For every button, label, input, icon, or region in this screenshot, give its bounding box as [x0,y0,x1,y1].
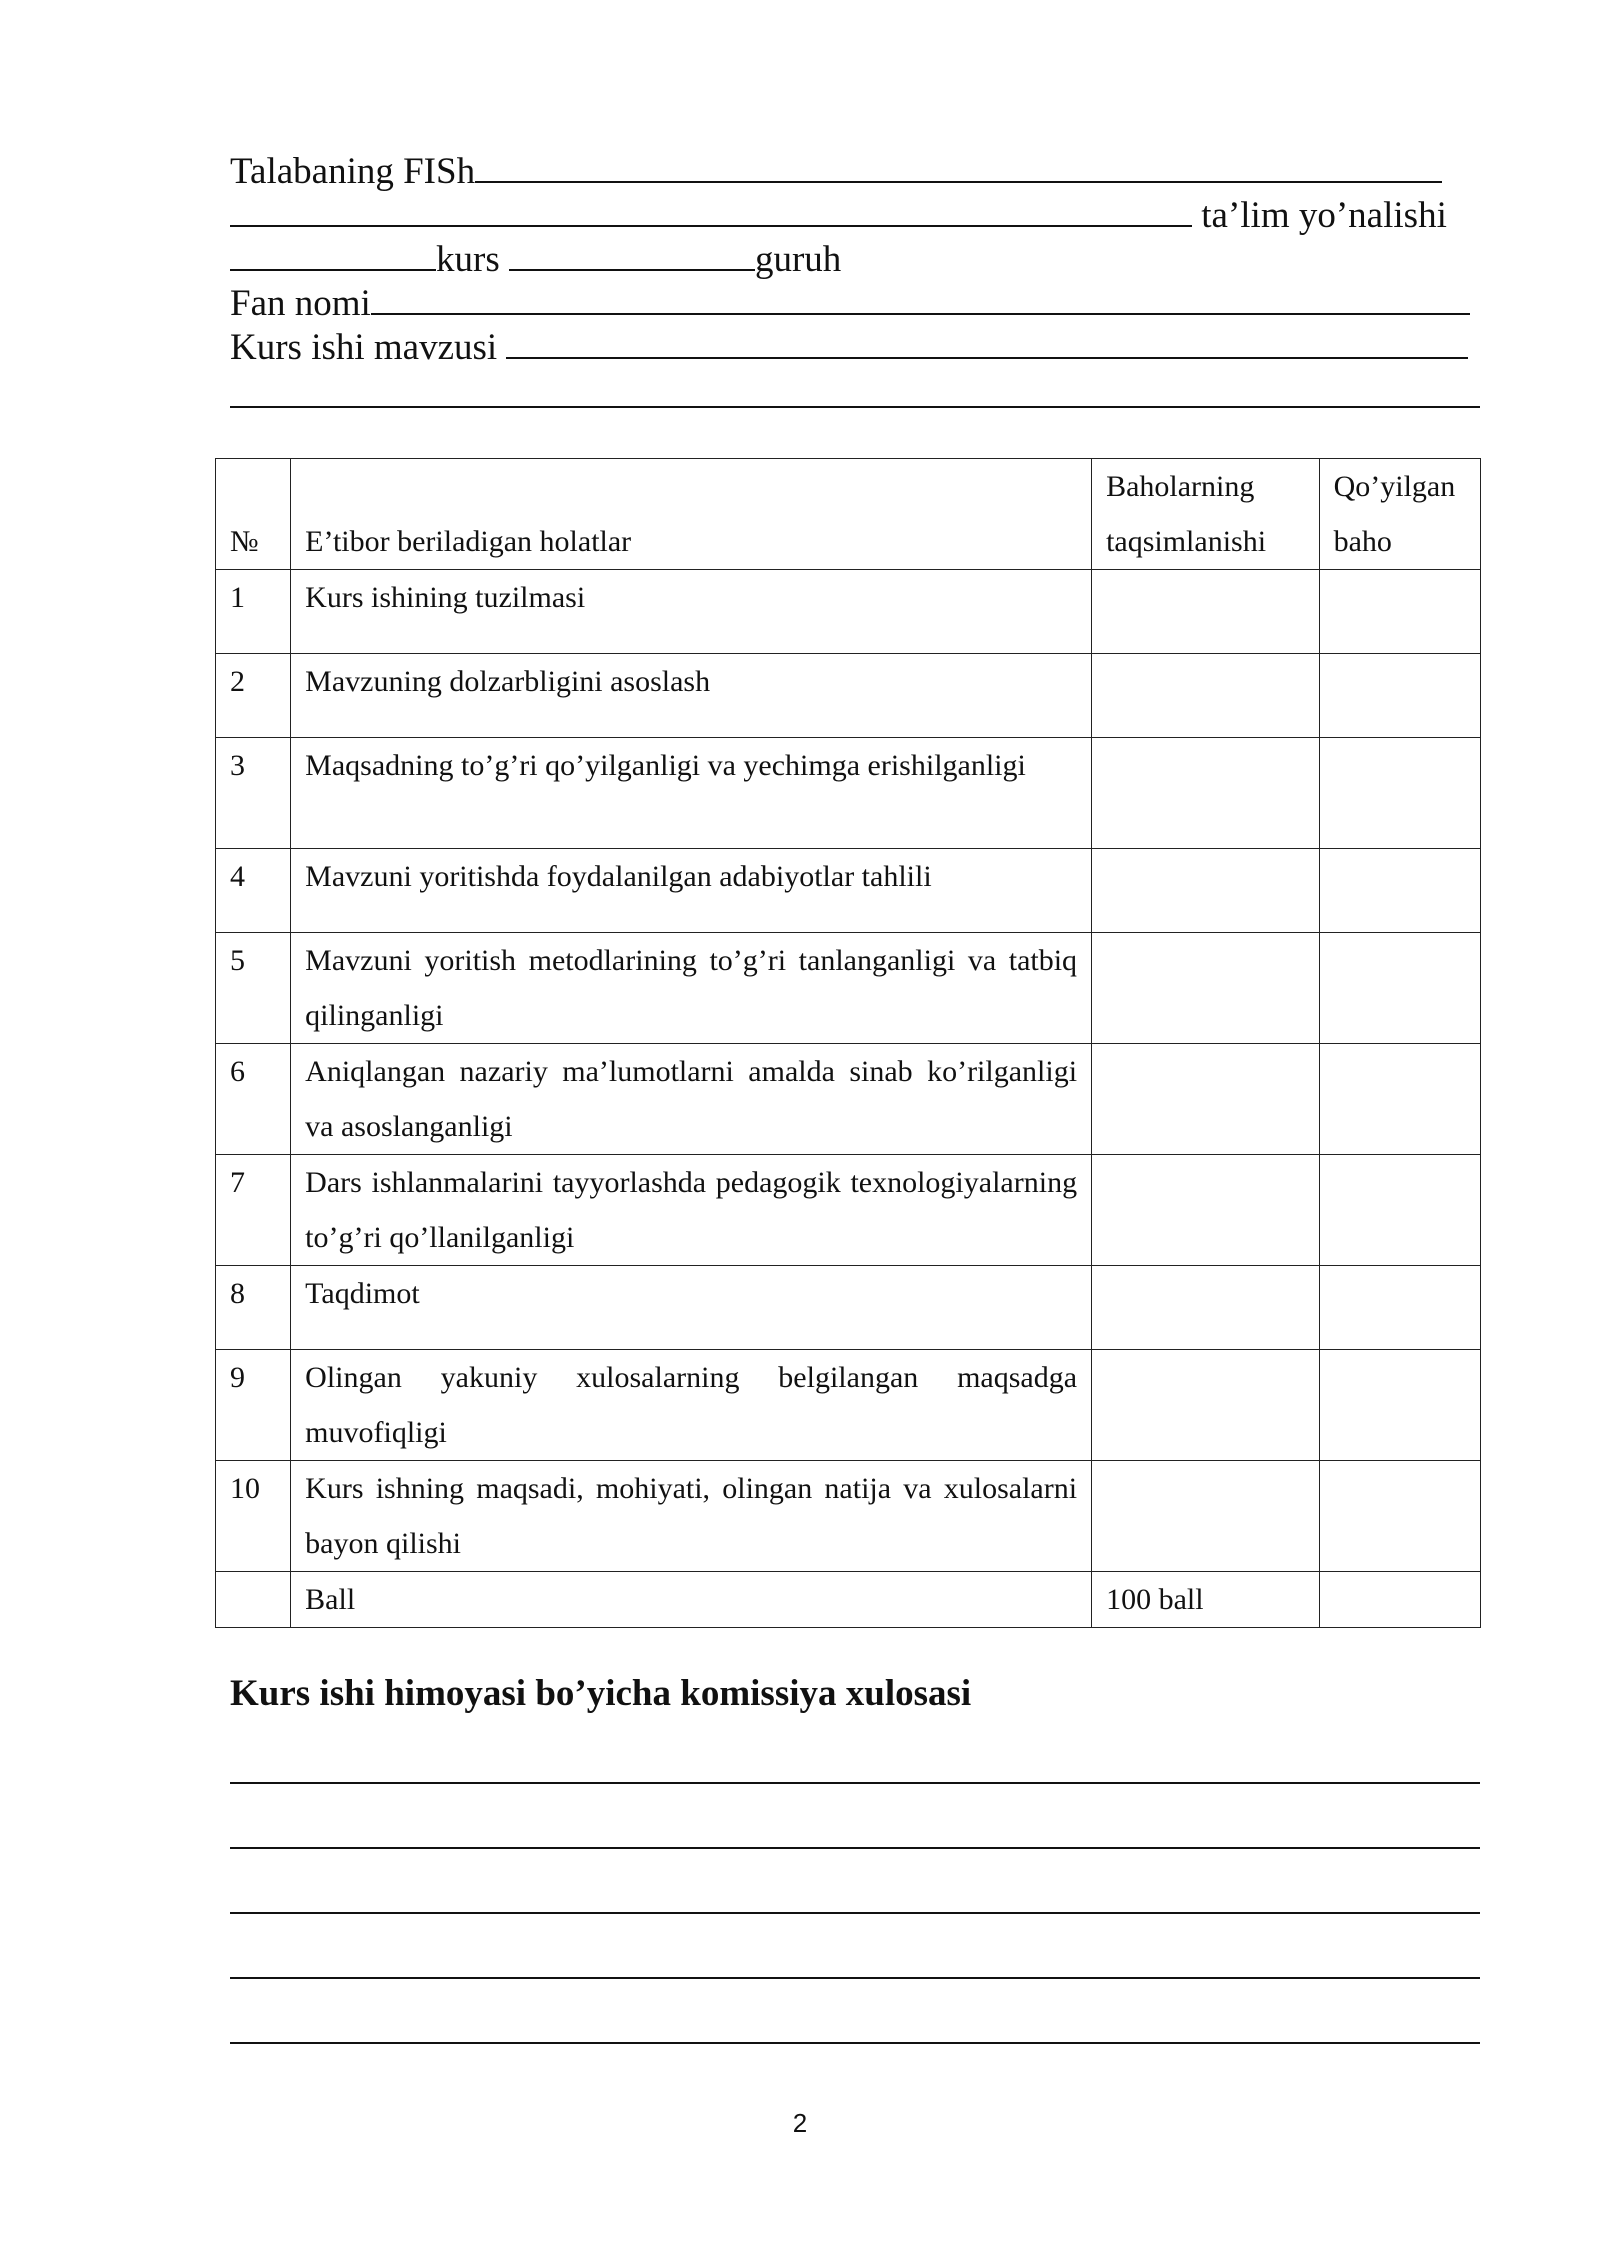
course-field[interactable] [230,239,436,271]
row-criteria: Aniqlangan nazariy ma’lumotlarni amalda sinab ko’rilganligi va asoslanganligi [291,1044,1092,1155]
course-group-line [230,238,1480,282]
table-header-row [216,459,1481,570]
conclusion-line[interactable] [230,2042,1480,2044]
direction-label: ta’lim yo’nalishi [1201,195,1447,236]
row-distribution[interactable] [1092,570,1320,654]
total-distribution: 100 ball [1092,1572,1320,1628]
commission-title: Kurs ishi himoyasi bo’yicha komissiya xulosasi [230,1673,972,1714]
row-criteria: Taqdimot [291,1266,1092,1350]
table-row [216,570,1481,654]
subject-label: Fan nomi [230,283,371,324]
row-criteria: Kurs ishning maqsadi, mohiyati, olingan natija va xulosalarni bayon qilishi [291,1461,1092,1572]
row-grade[interactable] [1319,654,1480,738]
row-criteria: Mavzuni yoritish metodlarining to’g’ri tanlanganligi va tatbiq qilinganligi [291,933,1092,1044]
table-row [216,1350,1481,1461]
total-grade[interactable] [1319,1572,1480,1628]
row-distribution[interactable] [1092,933,1320,1044]
row-num: 3 [216,738,291,849]
row-grade[interactable] [1319,1044,1480,1155]
row-num: 8 [216,1266,291,1350]
page-number: 2 [792,2108,808,2138]
row-grade[interactable] [1319,849,1480,933]
topic-continuation-line[interactable] [230,406,1480,408]
header-grade-line1: Qo’yilgan [1333,470,1456,503]
table-row [216,1266,1481,1350]
total-num [216,1572,291,1628]
table-row [216,933,1481,1044]
row-criteria: Mavzuning dolzarbligini asoslash [291,654,1092,738]
header-grade-line2: baho [1333,525,1392,558]
row-num: 4 [216,849,291,933]
row-distribution[interactable] [1092,1350,1320,1461]
row-num: 10 [216,1461,291,1572]
header-distribution [1092,459,1320,570]
row-distribution[interactable] [1092,1266,1320,1350]
row-num: 5 [216,933,291,1044]
row-distribution[interactable] [1092,1461,1320,1572]
subject-field[interactable] [371,283,1470,315]
table-row [216,1044,1481,1155]
student-name-field[interactable] [475,151,1442,183]
row-distribution[interactable] [1092,849,1320,933]
direction-field[interactable] [230,195,1192,227]
conclusion-line[interactable] [230,1847,1480,1849]
total-row [216,1572,1481,1628]
row-criteria: Olingan yakuniy xulosalarning belgilangan maqsadga muvofiqligi [291,1350,1092,1461]
row-grade[interactable] [1319,1155,1480,1266]
table-row [216,849,1481,933]
row-num: 1 [216,570,291,654]
header-distribution-line1: Baholarning [1106,470,1255,503]
direction-line [230,194,1480,238]
row-num: 7 [216,1155,291,1266]
row-grade[interactable] [1319,570,1480,654]
student-name-line [230,150,1480,194]
header-num: № [216,459,291,570]
row-distribution[interactable] [1092,1044,1320,1155]
course-label: kurs [436,239,500,280]
row-grade[interactable] [1319,1461,1480,1572]
topic-field[interactable] [506,327,1468,359]
row-criteria: Mavzuni yoritishda foydalanilgan adabiyotlar tahlili [291,849,1092,933]
conclusion-line[interactable] [230,1782,1480,1784]
row-grade[interactable] [1319,933,1480,1044]
row-criteria: Dars ishlanmalarini tayyorlashda pedagogik texnologiyalarning to’g’ri qo’llanilganligi [291,1155,1092,1266]
conclusion-line[interactable] [230,1912,1480,1914]
row-criteria: Maqsadning to’g’ri qo’yilganligi va yechimga erishilganligi [291,738,1092,849]
table-row [216,1461,1481,1572]
row-grade[interactable] [1319,1350,1480,1461]
grading-table [215,458,1481,1628]
header-criteria: E’tibor beriladigan holatlar [291,459,1092,570]
row-num: 9 [216,1350,291,1461]
row-distribution[interactable] [1092,738,1320,849]
row-distribution[interactable] [1092,654,1320,738]
table-row [216,738,1481,849]
group-field[interactable] [509,239,755,271]
row-distribution[interactable] [1092,1155,1320,1266]
student-name-label: Talabaning FISh [230,151,476,192]
row-num: 2 [216,654,291,738]
table-row [216,1155,1481,1266]
total-label: Ball [291,1572,1092,1628]
table-row [216,654,1481,738]
row-num: 6 [216,1044,291,1155]
conclusion-line[interactable] [230,1977,1480,1979]
header-grade [1319,459,1480,570]
row-criteria: Kurs ishining tuzilmasi [291,570,1092,654]
subject-line [230,282,1480,326]
row-grade[interactable] [1319,738,1480,849]
topic-line [230,326,1480,370]
topic-label: Kurs ishi mavzusi [230,327,498,368]
group-label: guruh [754,239,842,280]
row-grade[interactable] [1319,1266,1480,1350]
header-distribution-line2: taqsimlanishi [1106,525,1267,558]
